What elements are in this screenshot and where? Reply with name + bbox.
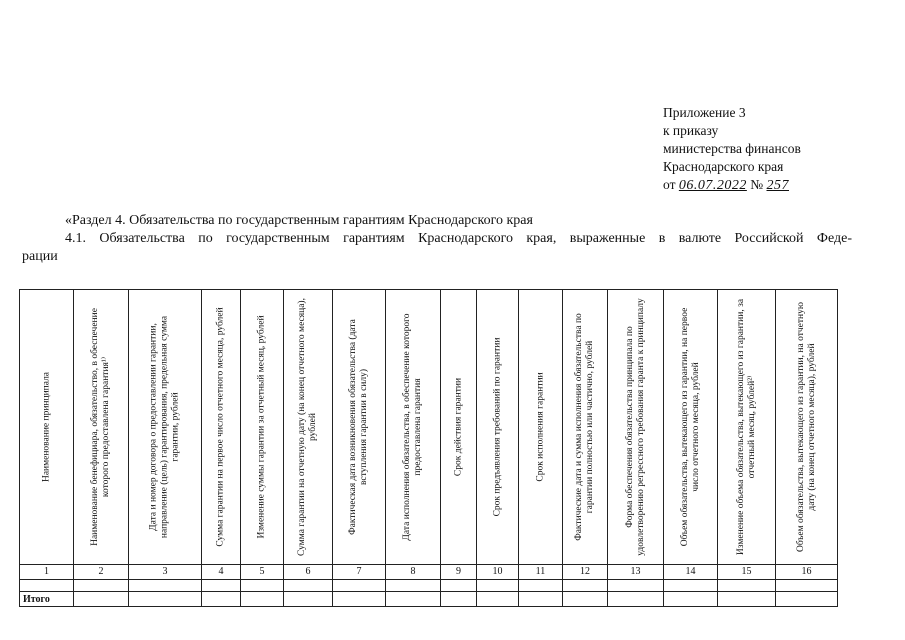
header-row	[20, 290, 838, 565]
table-cell	[776, 592, 838, 607]
guarantees-table	[19, 289, 838, 607]
column-number: 1	[20, 565, 74, 580]
column-number: 13	[608, 565, 664, 580]
column-number: 15	[718, 565, 776, 580]
table-cell	[519, 592, 563, 607]
table-row	[20, 580, 838, 592]
subsection-title-part2: рации	[22, 249, 58, 264]
column-header: Дата исполнения обязательства, в обеспечение которого предоставлена гарантия	[386, 290, 441, 565]
subsection-title-part1: 4.1. Обязательства по государственным гарантиям Краснодарского края, выраженные в валюте Российской Феде-	[65, 231, 852, 246]
table-cell	[477, 592, 519, 607]
table-cell	[441, 592, 477, 607]
appendix-title: Приложение 3	[663, 105, 746, 120]
appendix-line-ministry: министерства финансов	[663, 141, 801, 156]
table-cell	[664, 592, 718, 607]
table-cell	[776, 580, 838, 592]
table-cell	[519, 580, 563, 592]
total-row	[20, 592, 838, 607]
table-cell	[333, 592, 386, 607]
table-cell	[563, 580, 608, 592]
order-date: 06.07.2022	[678, 178, 747, 193]
section-title: «Раздел 4. Обязательства по государственным гарантиям Краснодарского края	[65, 213, 533, 228]
table-cell	[563, 592, 608, 607]
table-cell	[202, 592, 241, 607]
column-header: Объем обязательства, вытекающего из гарантии, на первое число отчетного месяца, рублей	[664, 290, 718, 565]
table-cell	[20, 580, 74, 592]
table-cell	[718, 580, 776, 592]
from-label: от	[663, 177, 676, 192]
appendix-line-order: к приказу	[663, 123, 719, 138]
table-cell	[241, 592, 284, 607]
column-number: 11	[519, 565, 563, 580]
column-header: Фактические дата и сумма исполнения обязательства по гарантии полностью или частично, рублей	[563, 290, 608, 565]
table-cell	[386, 580, 441, 592]
column-number: 8	[386, 565, 441, 580]
column-number: 10	[477, 565, 519, 580]
column-number: 6	[284, 565, 333, 580]
column-number: 3	[129, 565, 202, 580]
table-cell	[129, 580, 202, 592]
column-number: 4	[202, 565, 241, 580]
column-number: 12	[563, 565, 608, 580]
column-header: Срок действия гарантии	[441, 290, 477, 565]
column-header: Объем обязательства, вытекающего из гарантии, на отчетную дату (на конец отчетного месяца), рублей	[776, 290, 838, 565]
table-cell	[333, 580, 386, 592]
column-number: 7	[333, 565, 386, 580]
table-cell	[284, 592, 333, 607]
table-cell	[477, 580, 519, 592]
column-header: Сумма гарантии на отчетную дату (на конец отчетного месяца), рублей	[284, 290, 333, 565]
table-cell	[608, 580, 664, 592]
table-cell	[74, 580, 129, 592]
table-cell	[202, 580, 241, 592]
appendix-block	[663, 104, 801, 195]
total-label: Итого	[20, 592, 74, 607]
table-cell	[284, 580, 333, 592]
column-number: 9	[441, 565, 477, 580]
appendix-date-line	[663, 176, 801, 195]
column-header: Форма обеспечения обязательства принципала по удовлетворению регрессного требования гаранта к принципалу	[608, 290, 664, 565]
column-header: Дата и номер договора о предоставлении гарантии, направление (цель) гарантирования, предельная сумма гарантии, рублей	[129, 290, 202, 565]
table-cell	[718, 592, 776, 607]
number-label: №	[750, 177, 764, 192]
column-numbers-row	[20, 565, 838, 580]
column-number: 16	[776, 565, 838, 580]
column-header: Срок предъявления требований по гарантии	[477, 290, 519, 565]
column-number: 14	[664, 565, 718, 580]
section-heading	[22, 212, 852, 266]
column-header: Сумма гарантии на первое число отчетного месяца, рублей	[202, 290, 241, 565]
column-header: Наименование бенефициара, обязательство, в обеспечение которого предоставлена гарантия¹⁾	[74, 290, 129, 565]
appendix-line-region: Краснодарского края	[663, 159, 784, 174]
column-header: Изменение суммы гарантии за отчетный месяц, рублей	[241, 290, 284, 565]
table-cell	[74, 592, 129, 607]
table-cell	[129, 592, 202, 607]
column-number: 5	[241, 565, 284, 580]
column-header: Срок исполнения гарантии	[519, 290, 563, 565]
table-cell	[441, 580, 477, 592]
column-number: 2	[74, 565, 129, 580]
table-cell	[241, 580, 284, 592]
table-cell	[608, 592, 664, 607]
order-number: 257	[766, 178, 789, 193]
table-cell	[386, 592, 441, 607]
column-header: Фактическая дата возникновения обязательства (дата вступления гарантии в силу)	[333, 290, 386, 565]
table-cell	[664, 580, 718, 592]
column-header: Изменение объема обязательства, вытекающего из гарантии, за отчетный месяц, рублей²⁾	[718, 290, 776, 565]
column-header: Наименование принципала	[20, 290, 74, 565]
